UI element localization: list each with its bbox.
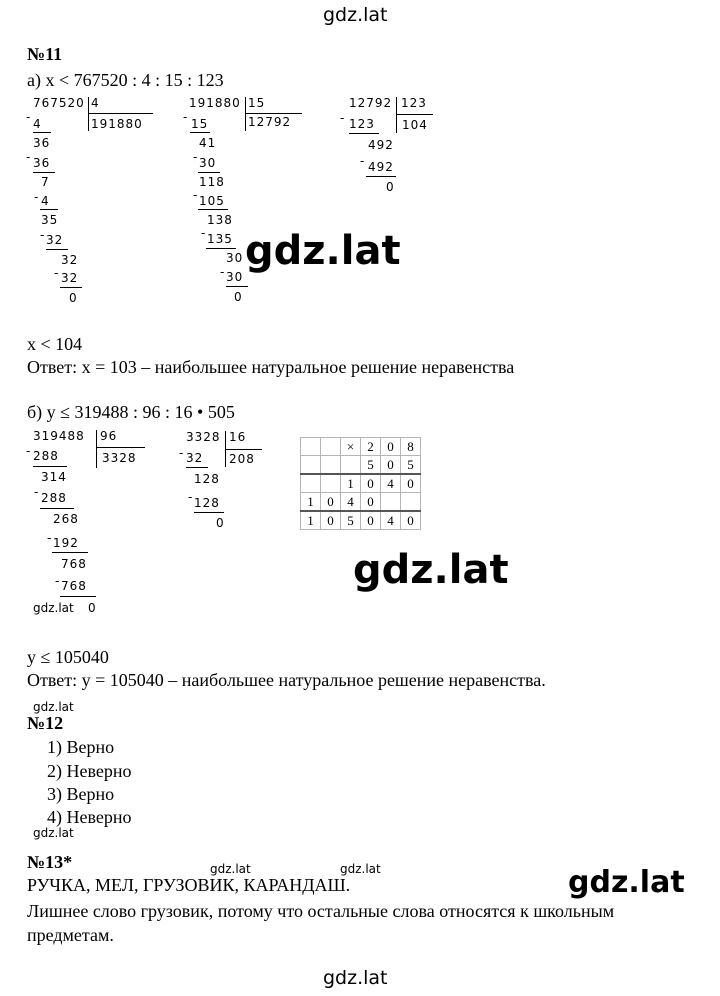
watermark: gdz.lat	[323, 4, 388, 26]
list-item: 3) Верно	[47, 784, 115, 804]
task-expression: а) x < 767520 : 4 : 15 : 123	[27, 70, 224, 90]
task-expression: б) y ≤ 319488 : 96 : 16 • 505	[27, 402, 235, 422]
watermark: gdz.lat	[340, 862, 381, 876]
watermark: gdz.lat	[33, 700, 74, 714]
task-title: №12	[27, 713, 64, 733]
watermark: gdz.lat	[323, 967, 388, 989]
watermark: gdz.lat	[33, 826, 74, 840]
explanation-line: предметам.	[27, 925, 114, 945]
task-title: №11	[27, 44, 63, 64]
list-item: 4) Неверно	[47, 807, 132, 827]
answer-line: Ответ: y = 105040 – наибольшее натуральное решение неравенства.	[27, 670, 546, 690]
list-item: 1) Верно	[47, 737, 115, 757]
watermark: gdz.lat	[245, 228, 401, 274]
word-list: РУЧКА, МЕЛ, ГРУЗОВИК, КАРАНДАШ.	[27, 875, 351, 895]
explanation-line: Лишнее слово грузовик, потому что остальные слова относятся к школьным	[27, 901, 615, 921]
task-title: №13*	[27, 852, 73, 872]
watermark: gdz.lat	[353, 547, 509, 593]
answer-line: Ответ: x = 103 – наибольшее натуральное решение неравенства	[27, 357, 515, 377]
watermark: gdz.lat	[33, 601, 74, 615]
result-line: y ≤ 105040	[27, 647, 109, 667]
multiplication-grid: × 2 0 8 5 0 5 1 0 4 0 1 0 4 0 1 0 5 0 4 0	[300, 437, 421, 530]
result-line: x < 104	[27, 334, 83, 354]
watermark: gdz.lat	[568, 865, 685, 900]
watermark: gdz.lat	[210, 862, 251, 876]
list-item: 2) Неверно	[47, 761, 132, 781]
